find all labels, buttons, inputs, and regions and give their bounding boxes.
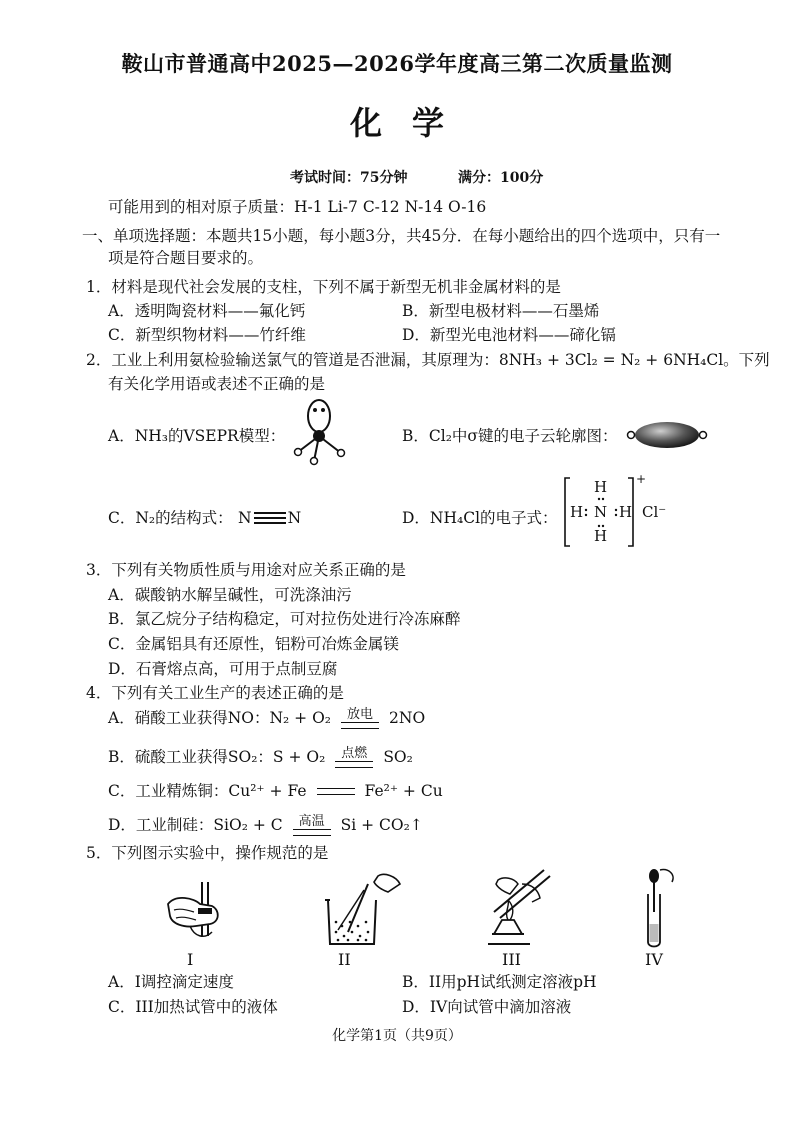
q4-option-c — [108, 780, 443, 802]
q4-a-reactants: A．硝酸工业获得NO：N₂ + O₂ — [108, 709, 332, 727]
h-bottom: H — [594, 527, 608, 545]
q2-option-b: B．Cl₂中σ键的电子云轮廓图： — [402, 427, 618, 445]
q2-stem-line1: 2．工业上利用氨检验输送氯气的管道是否泄漏，其原理为：8NH₃ + 3Cl₂ = N₂ + 6NH₄Cl。下列 — [86, 351, 770, 369]
full-score: 满分：100分 — [458, 170, 544, 186]
q3-stem: 3．下列有关物质性质与用途对应关系正确的是 — [86, 561, 406, 579]
q5-stem: 5．下列图示实验中，操作规范的是 — [86, 844, 329, 862]
q4-c-products: Fe²⁺ + Cu — [364, 782, 443, 800]
sigma-bond-cloud-figure — [626, 418, 708, 452]
q5-option-c: C．III加热试管中的液体 — [108, 998, 278, 1016]
q4-c-equals-sign — [317, 788, 355, 795]
atomic-masses: 可能用到的相对原子质量：H-1 Li-7 C-12 N-14 O-16 — [108, 198, 487, 216]
q2-option-d: D．NH₄Cl的电子式： — [402, 509, 558, 527]
q4-d-equals-sign — [293, 815, 331, 836]
h-right: H — [619, 503, 633, 521]
figure-label-ii: II — [338, 950, 351, 969]
burette-stopcock-figure — [160, 880, 232, 944]
q5-option-a: A．I调控滴定速度 — [108, 973, 234, 991]
q4-stem: 4．下列有关工业生产的表述正确的是 — [86, 684, 344, 702]
q3-option-a: A．碳酸钠水解呈碱性，可洗涤油污 — [108, 586, 352, 604]
q4-option-a — [108, 707, 425, 729]
q3-option-b: B．氯乙烷分子结构稳定，可对拉伤处进行冷冻麻醉 — [108, 610, 461, 628]
q4-b-products: SO₂ — [383, 748, 413, 766]
q4-a-condition: 放电 — [347, 706, 374, 722]
q1-option-a: A．透明陶瓷材料——氟化钙 — [108, 302, 306, 320]
page-footer: 化学第1页（共9页） — [332, 1028, 462, 1044]
q4-d-products: Si + CO₂↑ — [340, 816, 423, 834]
section-heading-line1: 一、单项选择题：本题共15小题，每小题3分，共45分．在每小题给出的四个选项中，只有一 — [82, 227, 721, 245]
beaker-ph-paper-figure — [318, 870, 408, 950]
q4-b-condition: 点燃 — [341, 745, 368, 761]
triple-bond-icon — [254, 511, 286, 525]
exam-title: 鞍山市普通高中2025—2026学年度高三第二次质量监测 — [121, 51, 673, 76]
q4-d-condition: 高温 — [298, 813, 325, 829]
n-center: N — [594, 503, 608, 521]
vsepr-model-figure — [286, 395, 356, 467]
n2-structure-formula — [238, 507, 301, 529]
chloride-ion: Cl⁻ — [642, 503, 667, 521]
q1-stem: 1．材料是现代社会发展的支柱，下列不属于新型无机非金属材料的是 — [86, 278, 561, 296]
q2-option-c: C．N₂的结构式： — [108, 509, 233, 527]
q5-option-d: D．IV向试管中滴加溶液 — [402, 998, 572, 1016]
section-heading-line2: 项是符合题目要求的。 — [108, 249, 264, 267]
nh4cl-electron-formula — [562, 474, 672, 550]
q4-c-reactants: C．工业精炼铜：Cu²⁺ + Fe — [108, 782, 307, 800]
q4-a-products: 2NO — [389, 709, 426, 727]
q4-option-d — [108, 814, 423, 836]
n2-atom-right: N — [287, 509, 302, 527]
plus-charge: + — [636, 472, 647, 486]
subject-title: 化学 — [349, 104, 474, 142]
q4-a-equals-sign — [341, 708, 379, 729]
figure-label-iii: III — [502, 950, 521, 969]
figure-label-i: I — [187, 950, 194, 969]
heating-test-tube-figure — [474, 868, 560, 950]
h-left: H — [570, 503, 584, 521]
exam-time: 考试时间：75分钟 — [290, 170, 408, 186]
q1-option-c: C．新型织物材料——竹纤维 — [108, 326, 306, 344]
q4-b-equals-sign — [335, 747, 373, 768]
q5-option-b: B．II用pH试纸测定溶液pH — [402, 973, 597, 991]
q4-b-reactants: B．硫酸工业获得SO₂：S + O₂ — [108, 748, 326, 766]
q4-d-reactants: D．工业制硅：SiO₂ + C — [108, 816, 283, 834]
q2-stem-line2: 有关化学用语或表述不正确的是 — [108, 375, 326, 393]
q1-option-d: D．新型光电池材料——碲化镉 — [402, 326, 616, 344]
h-top: H — [594, 478, 608, 496]
dropper-test-tube-figure — [630, 866, 680, 950]
n2-atom-left: N — [238, 509, 252, 527]
figure-label-iv: IV — [645, 950, 663, 969]
q3-option-d: D．石膏熔点高，可用于点制豆腐 — [108, 660, 338, 678]
q4-option-b — [108, 746, 413, 768]
q2-option-a: A．NH₃的VSEPR模型： — [108, 427, 286, 445]
q1-option-b: B．新型电极材料——石墨烯 — [402, 302, 600, 320]
q3-option-c: C．金属铝具有还原性，铝粉可冶炼金属镁 — [108, 635, 399, 653]
